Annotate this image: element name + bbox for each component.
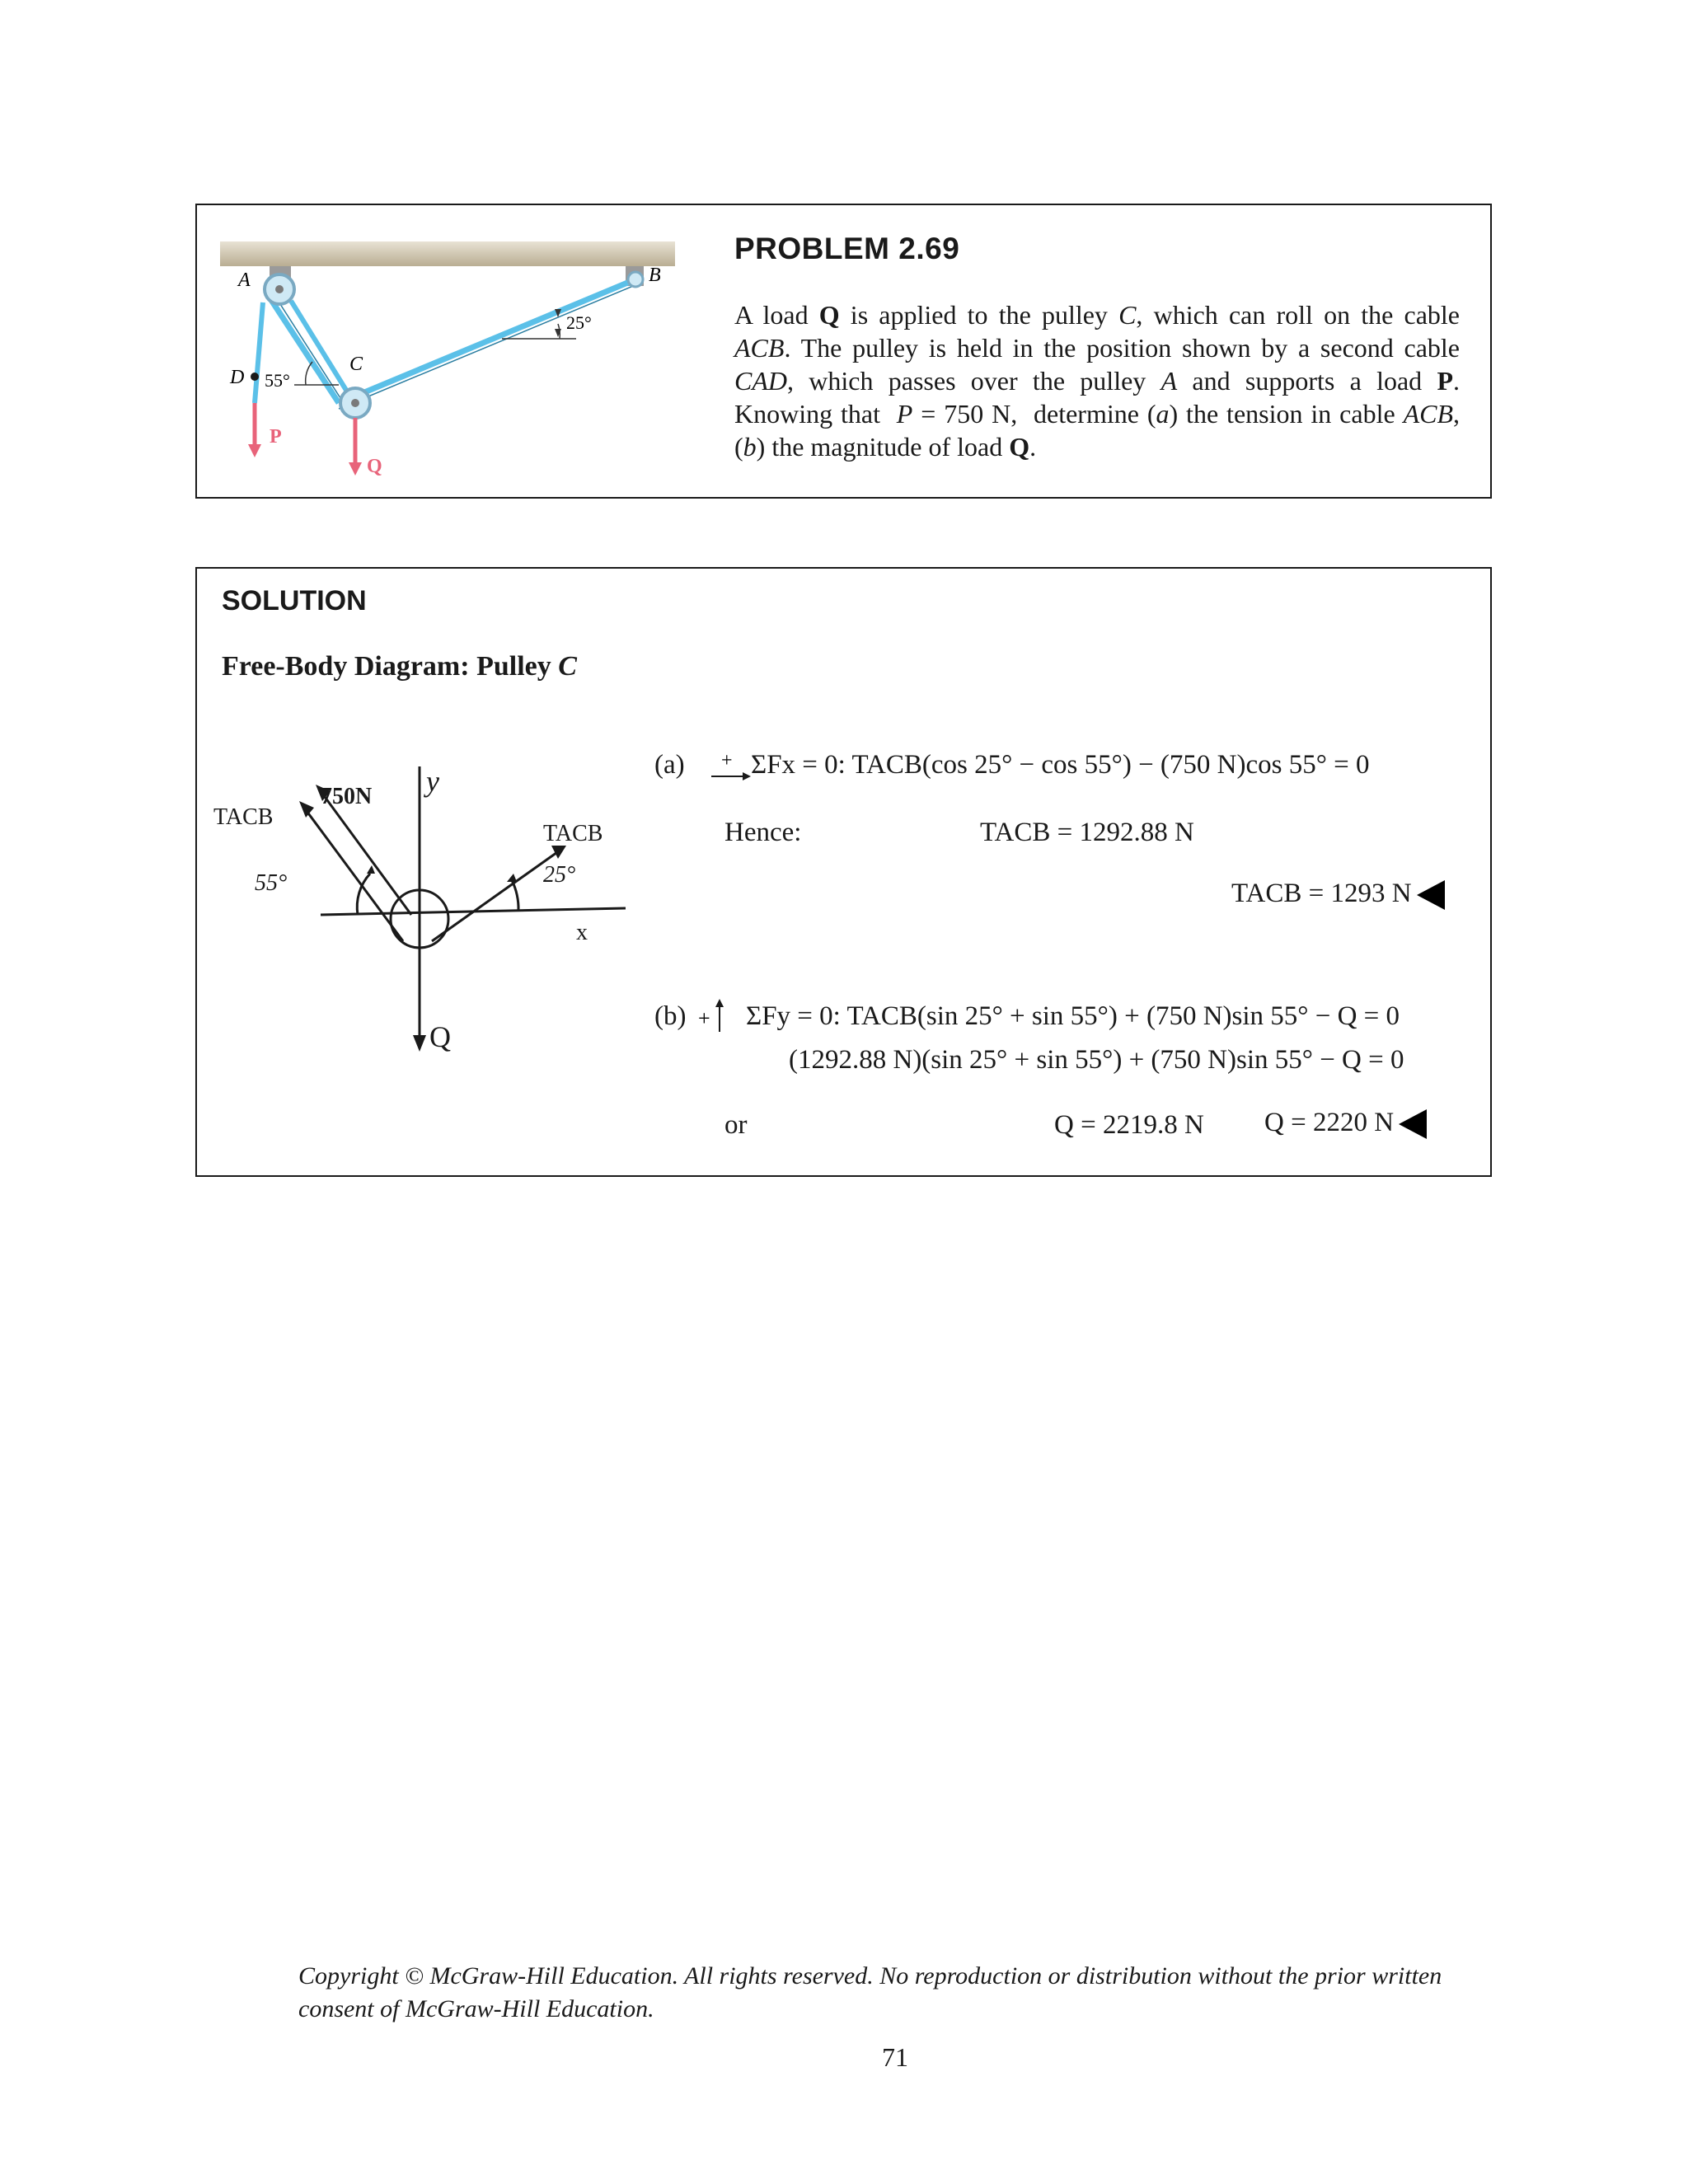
part-a-answer-text: TACB = 1293 N <box>1231 879 1412 908</box>
svg-text:+: + <box>698 1006 710 1030</box>
page-number: 71 <box>882 2042 908 2072</box>
fbd-label-25: 25° <box>543 862 576 888</box>
part-b-answer-text: Q = 2220 N <box>1264 1108 1395 1137</box>
label-c: C <box>349 354 363 375</box>
problem-box <box>195 204 1492 499</box>
up-positive-arrow-icon <box>696 997 729 1033</box>
problem-figure <box>213 238 708 477</box>
tacb-left-arrow <box>304 808 403 941</box>
label-d: D <box>230 367 245 388</box>
fbd-label-y: y <box>426 765 439 798</box>
part-b-result: Q = 2219.8 N <box>1054 1110 1204 1140</box>
label-p: P <box>270 426 282 448</box>
tacb-right-arrow <box>432 851 560 941</box>
solution-box <box>195 567 1492 1177</box>
part-a-answer <box>1231 879 1445 910</box>
part-a-equation: ΣFx = 0: TACB(cos 25° − cos 55°) − (750 N)cos 55° = 0 <box>751 750 1370 780</box>
answer-marker-icon <box>1417 880 1445 910</box>
part-b-label: (b) <box>654 1001 687 1031</box>
label-a: A <box>238 269 251 291</box>
fbd-label-tacb-left: TACB <box>213 804 274 830</box>
fbd-label-55: 55° <box>255 870 288 896</box>
part-b-equation-2: (1292.88 N)(sin 25° + sin 55°) + (750 N)sin 55° − Q = 0 <box>789 1045 1404 1075</box>
part-b-equation-1: ΣFy = 0: TACB(sin 25° + sin 55°) + (750 N)sin 55° − Q = 0 <box>746 1001 1400 1031</box>
fbd-label-q: Q <box>429 1020 451 1053</box>
fbd-label-tacb-right: TACB <box>543 821 603 846</box>
copyright-footer: Copyright © McGraw-Hill Education. All rights reserved. No reproduction or distribution without the prior written consent of McGraw-Hill Education. <box>298 1962 1442 2022</box>
hence-label: Hence: <box>724 818 802 847</box>
part-a-result: TACB = 1292.88 N <box>980 818 1194 847</box>
label-b: B <box>649 265 661 286</box>
free-body-diagram <box>213 758 675 1071</box>
problem-statement: A load Q is applied to the pulley C, which can roll on the cable ACB. The pulley is held in the position shown by a second cable CAD, which passes over the pulley A and supports a load P. Knowing that P = 750 N, determine (a) the tension in cable ACB, (b) the magnitude of load Q. <box>734 300 1461 462</box>
angle-25-label: 25° <box>566 312 592 333</box>
pulley-b <box>628 272 643 287</box>
point-d <box>251 373 259 381</box>
ceiling <box>220 241 675 266</box>
answer-marker-icon <box>1399 1109 1427 1139</box>
label-q: Q <box>367 456 382 477</box>
force-750-arrow <box>321 791 411 915</box>
fbd-label-x: x <box>576 920 588 945</box>
or-label: or <box>724 1110 748 1140</box>
right-positive-arrow-icon <box>710 752 751 781</box>
fbd-label-750n: 750N <box>321 784 373 809</box>
angle-55-label: 55° <box>265 370 290 391</box>
solution-title: SOLUTION <box>222 585 367 616</box>
problem-title: PROBLEM 2.69 <box>734 232 960 265</box>
svg-text:+: + <box>721 752 733 771</box>
part-a-label: (a) <box>654 750 685 780</box>
fbd-caption: Free-Body Diagram: Pulley C <box>222 651 577 682</box>
part-b-answer <box>1264 1108 1427 1139</box>
